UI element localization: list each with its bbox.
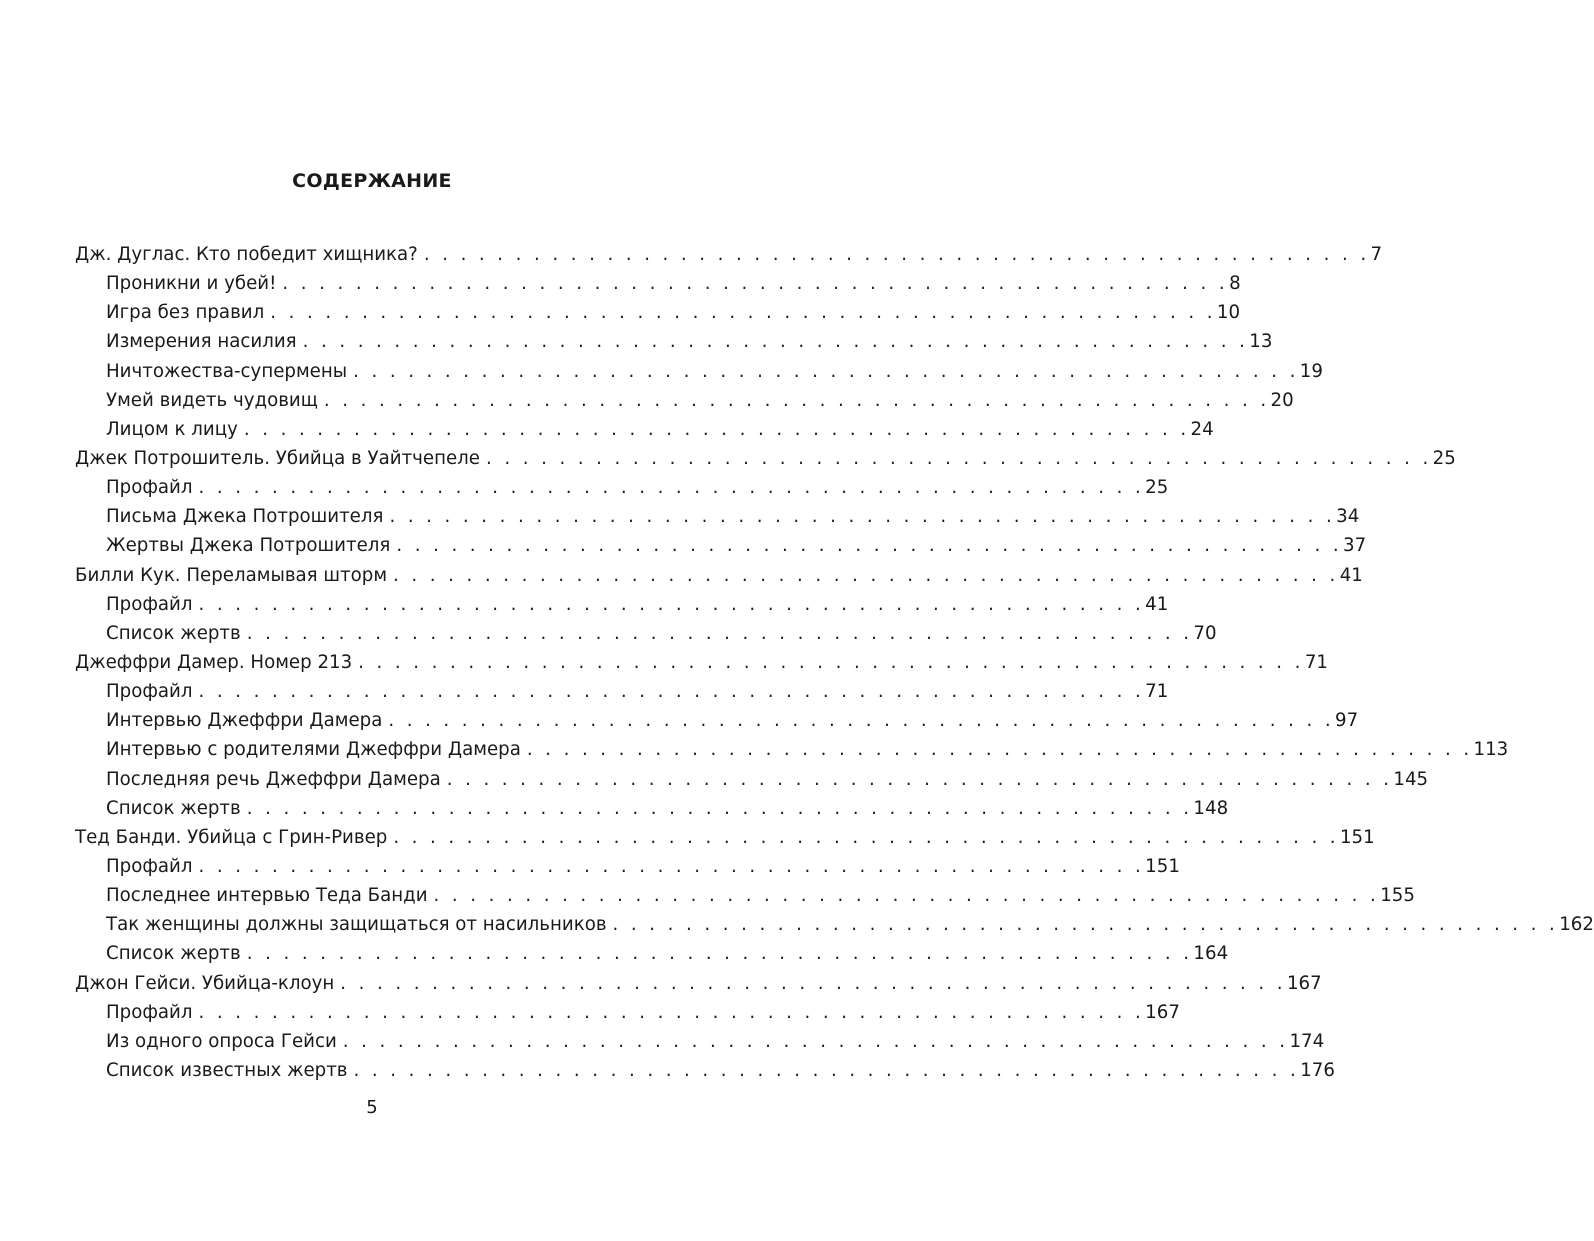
toc-entry-title: Профайл — [106, 593, 193, 615]
toc-page-number: 162 — [1559, 914, 1594, 936]
toc-entry-title: Интервью Джеффри Дамера — [106, 710, 383, 732]
toc-entry — [75, 735, 1509, 764]
toc-entry — [75, 561, 1363, 590]
dot-leader: . . . . . . . . . . . . . . . . . . . . . . . . . . . . . . . . . . . . . . . . . . . . . . . . . . . . — [393, 564, 1339, 586]
dot-leader: . . . . . . . . . . . . . . . . . . . . . . . . . . . . . . . . . . . . . . . . . . . . . . . . . . . . — [246, 622, 1193, 644]
dot-leader: . . . . . . . . . . . . . . . . . . . . . . . . . . . . . . . . . . . . . . . . . . . . . . . . . . . . — [396, 535, 1343, 557]
toc-entry-title: Интервью с родителями Джеффри Дамера — [106, 739, 521, 761]
dot-leader: . . . . . . . . . . . . . . . . . . . . . . . . . . . . . . . . . . . . . . . . . . . . . . . . . . . . — [246, 943, 1193, 965]
dot-leader: . . . . . . . . . . . . . . . . . . . . . . . . . . . . . . . . . . . . . . . . . . . . . . . . . . . . — [358, 651, 1304, 673]
toc-page-number: 7 — [1370, 244, 1383, 265]
toc-entry-title: Список жертв — [106, 943, 241, 965]
toc-entry — [75, 765, 1429, 794]
toc-entry — [75, 240, 1383, 269]
toc-page-number: 70 — [1193, 622, 1217, 644]
dot-leader: . . . . . . . . . . . . . . . . . . . . . . . . . . . . . . . . . . . . . . . . . . . . . . . . . . . . — [243, 418, 1190, 440]
toc-entry — [75, 473, 1169, 502]
toc-entry — [75, 502, 1360, 531]
dot-leader: . . . . . . . . . . . . . . . . . . . . . . . . . . . . . . . . . . . . . . . . . . . . . . . . . . . . — [323, 389, 1270, 411]
toc-page-number: 71 — [1304, 651, 1328, 673]
toc-entry-title: Игра без правил — [106, 302, 265, 324]
dot-leader: . . . . . . . . . . . . . . . . . . . . . . . . . . . . . . . . . . . . . . . . . . . . . . . . . . . . — [342, 1030, 1289, 1052]
toc-page-number: 151 — [1145, 855, 1180, 877]
toc-page-number: 176 — [1300, 1059, 1335, 1081]
toc-entry — [75, 444, 1456, 473]
toc-entry-title: Жертвы Джека Потрошителя — [106, 535, 391, 557]
dot-leader: . . . . . . . . . . . . . . . . . . . . . . . . . . . . . . . . . . . . . . . . . . . . . . . . . . . . — [198, 681, 1145, 703]
toc-entry — [75, 706, 1359, 735]
dot-leader: . . . . . . . . . . . . . . . . . . . . . . . . . . . . . . . . . . . . . . . . . . . . . . . . . . . . — [423, 244, 1370, 265]
toc-entry — [75, 415, 1214, 444]
toc-entry-title: Лицом к лицу — [106, 418, 238, 440]
toc-entry-title: Тед Банди. Убийца с Грин-Ривер — [75, 826, 388, 848]
dot-leader: . . . . . . . . . . . . . . . . . . . . . . . . . . . . . . . . . . . . . . . . . . . . . . . . . . . . — [270, 302, 1216, 324]
page-title: СОДЕРЖАНИЕ — [292, 169, 452, 192]
dot-leader: . . . . . . . . . . . . . . . . . . . . . . . . . . . . . . . . . . . . . . . . . . . . . . . . . . . . — [302, 331, 1249, 353]
toc-entry — [75, 794, 1229, 823]
dot-leader: . . . . . . . . . . . . . . . . . . . . . . . . . . . . . . . . . . . . . . . . . . . . . . . . . . . . — [353, 360, 1299, 382]
toc-page-number: 167 — [1145, 1001, 1180, 1023]
dot-leader: . . . . . . . . . . . . . . . . . . . . . . . . . . . . . . . . . . . . . . . . . . . . . . . . . . . . — [393, 826, 1339, 848]
toc-page-number: 24 — [1190, 418, 1214, 440]
toc-entry — [75, 823, 1375, 852]
toc-page-number: 71 — [1145, 681, 1169, 703]
toc-entry — [75, 648, 1328, 677]
toc-entry-title: Последнее интервью Теда Банди — [106, 885, 428, 907]
dot-leader: . . . . . . . . . . . . . . . . . . . . . . . . . . . . . . . . . . . . . . . . . . . . . . . . . . . . — [198, 855, 1145, 877]
toc-entry-title: Умей видеть чудовищ — [106, 389, 318, 411]
dot-leader: . . . . . . . . . . . . . . . . . . . . . . . . . . . . . . . . . . . . . . . . . . . . . . . . . . . . — [526, 739, 1473, 761]
toc-entry — [75, 619, 1217, 648]
dot-leader: . . . . . . . . . . . . . . . . . . . . . . . . . . . . . . . . . . . . . . . . . . . . . . . . . . . . — [486, 447, 1432, 469]
toc-entry-title: Джон Гейси. Убийца-клоун — [75, 972, 335, 994]
toc-entry-title: Последняя речь Джеффри Дамера — [106, 768, 441, 790]
toc-entry — [75, 269, 1241, 298]
toc-entry-title: Измерения насилия — [106, 331, 297, 353]
toc-page-number: 19 — [1299, 360, 1323, 382]
toc-page-number: 25 — [1432, 447, 1456, 469]
toc-entry — [75, 852, 1180, 881]
toc-entry — [75, 1056, 1335, 1085]
toc-page-number: 174 — [1289, 1030, 1325, 1052]
toc-page-number: 13 — [1249, 331, 1273, 353]
dot-leader: . . . . . . . . . . . . . . . . . . . . . . . . . . . . . . . . . . . . . . . . . . . . . . . . . . . . — [433, 885, 1380, 907]
toc-entry-title: Профайл — [106, 1001, 193, 1023]
dot-leader: . . . . . . . . . . . . . . . . . . . . . . . . . . . . . . . . . . . . . . . . . . . . . . . . . . . . — [198, 477, 1145, 499]
toc-entry-title: Дж. Дуглас. Кто победит хищника? — [75, 244, 418, 265]
toc-page-number: 167 — [1286, 972, 1322, 994]
toc-entry-title: Список известных жертв — [106, 1059, 348, 1081]
dot-leader: . . . . . . . . . . . . . . . . . . . . . . . . . . . . . . . . . . . . . . . . . . . . . . . . . . . . — [198, 1001, 1145, 1023]
dot-leader: . . . . . . . . . . . . . . . . . . . . . . . . . . . . . . . . . . . . . . . . . . . . . . . . . . . . — [353, 1059, 1300, 1081]
toc-page-number: 155 — [1380, 885, 1415, 907]
dot-leader: . . . . . . . . . . . . . . . . . . . . . . . . . . . . . . . . . . . . . . . . . . . . . . . . . . . . — [198, 593, 1145, 615]
toc-entry — [75, 386, 1294, 415]
toc-entry — [75, 969, 1322, 998]
toc-entry — [75, 357, 1323, 386]
toc-page-number: 41 — [1145, 593, 1169, 615]
toc-page-number: 37 — [1343, 535, 1367, 557]
dot-leader: . . . . . . . . . . . . . . . . . . . . . . . . . . . . . . . . . . . . . . . . . . . . . . . . . . . . — [282, 273, 1229, 295]
toc-entry — [75, 677, 1169, 706]
dot-leader: . . . . . . . . . . . . . . . . . . . . . . . . . . . . . . . . . . . . . . . . . . . . . . . . . . . . — [389, 506, 1336, 528]
toc-page-number: 34 — [1336, 506, 1360, 528]
page-number: 5 — [366, 1097, 378, 1118]
toc-entry — [75, 910, 1594, 939]
toc-entry — [75, 327, 1273, 356]
toc-entry-title: Из одного опроса Гейси — [106, 1030, 337, 1052]
toc-page-number: 8 — [1229, 273, 1241, 295]
toc-page-number: 145 — [1393, 768, 1429, 790]
toc-entry-title: Профайл — [106, 477, 193, 499]
toc-entry — [75, 881, 1415, 910]
toc-page-number: 113 — [1473, 739, 1509, 761]
toc-page-number: 151 — [1339, 826, 1375, 848]
toc-entry-title: Список жертв — [106, 797, 241, 819]
toc-entry-title: Список жертв — [106, 622, 241, 644]
toc-page-number: 164 — [1193, 943, 1229, 965]
dot-leader: . . . . . . . . . . . . . . . . . . . . . . . . . . . . . . . . . . . . . . . . . . . . . . . . . . . . — [446, 768, 1393, 790]
toc-entry — [75, 939, 1229, 968]
toc-entry-title: Письма Джека Потрошителя — [106, 506, 384, 528]
toc-entry-title: Так женщины должны защищаться от насильников — [106, 914, 607, 936]
toc-page-number: 20 — [1270, 389, 1294, 411]
toc-page-number: 25 — [1145, 477, 1169, 499]
toc-entry-title: Проникни и убей! — [106, 273, 277, 295]
table-of-contents — [75, 240, 1594, 1085]
dot-leader: . . . . . . . . . . . . . . . . . . . . . . . . . . . . . . . . . . . . . . . . . . . . . . . . . . . . — [388, 710, 1335, 732]
dot-leader: . . . . . . . . . . . . . . . . . . . . . . . . . . . . . . . . . . . . . . . . . . . . . . . . . . . . — [340, 972, 1286, 994]
toc-entry — [75, 590, 1169, 619]
toc-entry-title: Профайл — [106, 681, 193, 703]
toc-page-number: 41 — [1339, 564, 1363, 586]
toc-entry-title: Ничтожества-супермены — [106, 360, 348, 382]
toc-page-number: 97 — [1335, 710, 1359, 732]
toc-entry — [75, 298, 1241, 327]
toc-entry-title: Джек Потрошитель. Убийца в Уайтчепеле — [75, 447, 480, 469]
toc-entry-title: Билли Кук. Переламывая шторм — [75, 564, 388, 586]
toc-entry — [75, 1027, 1325, 1056]
toc-entry-title: Профайл — [106, 855, 193, 877]
dot-leader: . . . . . . . . . . . . . . . . . . . . . . . . . . . . . . . . . . . . . . . . . . . . . . . . . . . . — [246, 797, 1193, 819]
dot-leader: . . . . . . . . . . . . . . . . . . . . . . . . . . . . . . . . . . . . . . . . . . . . . . . . . . . . — [612, 914, 1559, 936]
toc-entry — [75, 531, 1367, 560]
toc-page-number: 10 — [1216, 302, 1241, 324]
toc-entry — [75, 998, 1180, 1027]
toc-entry-title: Джеффри Дамер. Номер 213 — [75, 651, 353, 673]
toc-page-number: 148 — [1193, 797, 1229, 819]
